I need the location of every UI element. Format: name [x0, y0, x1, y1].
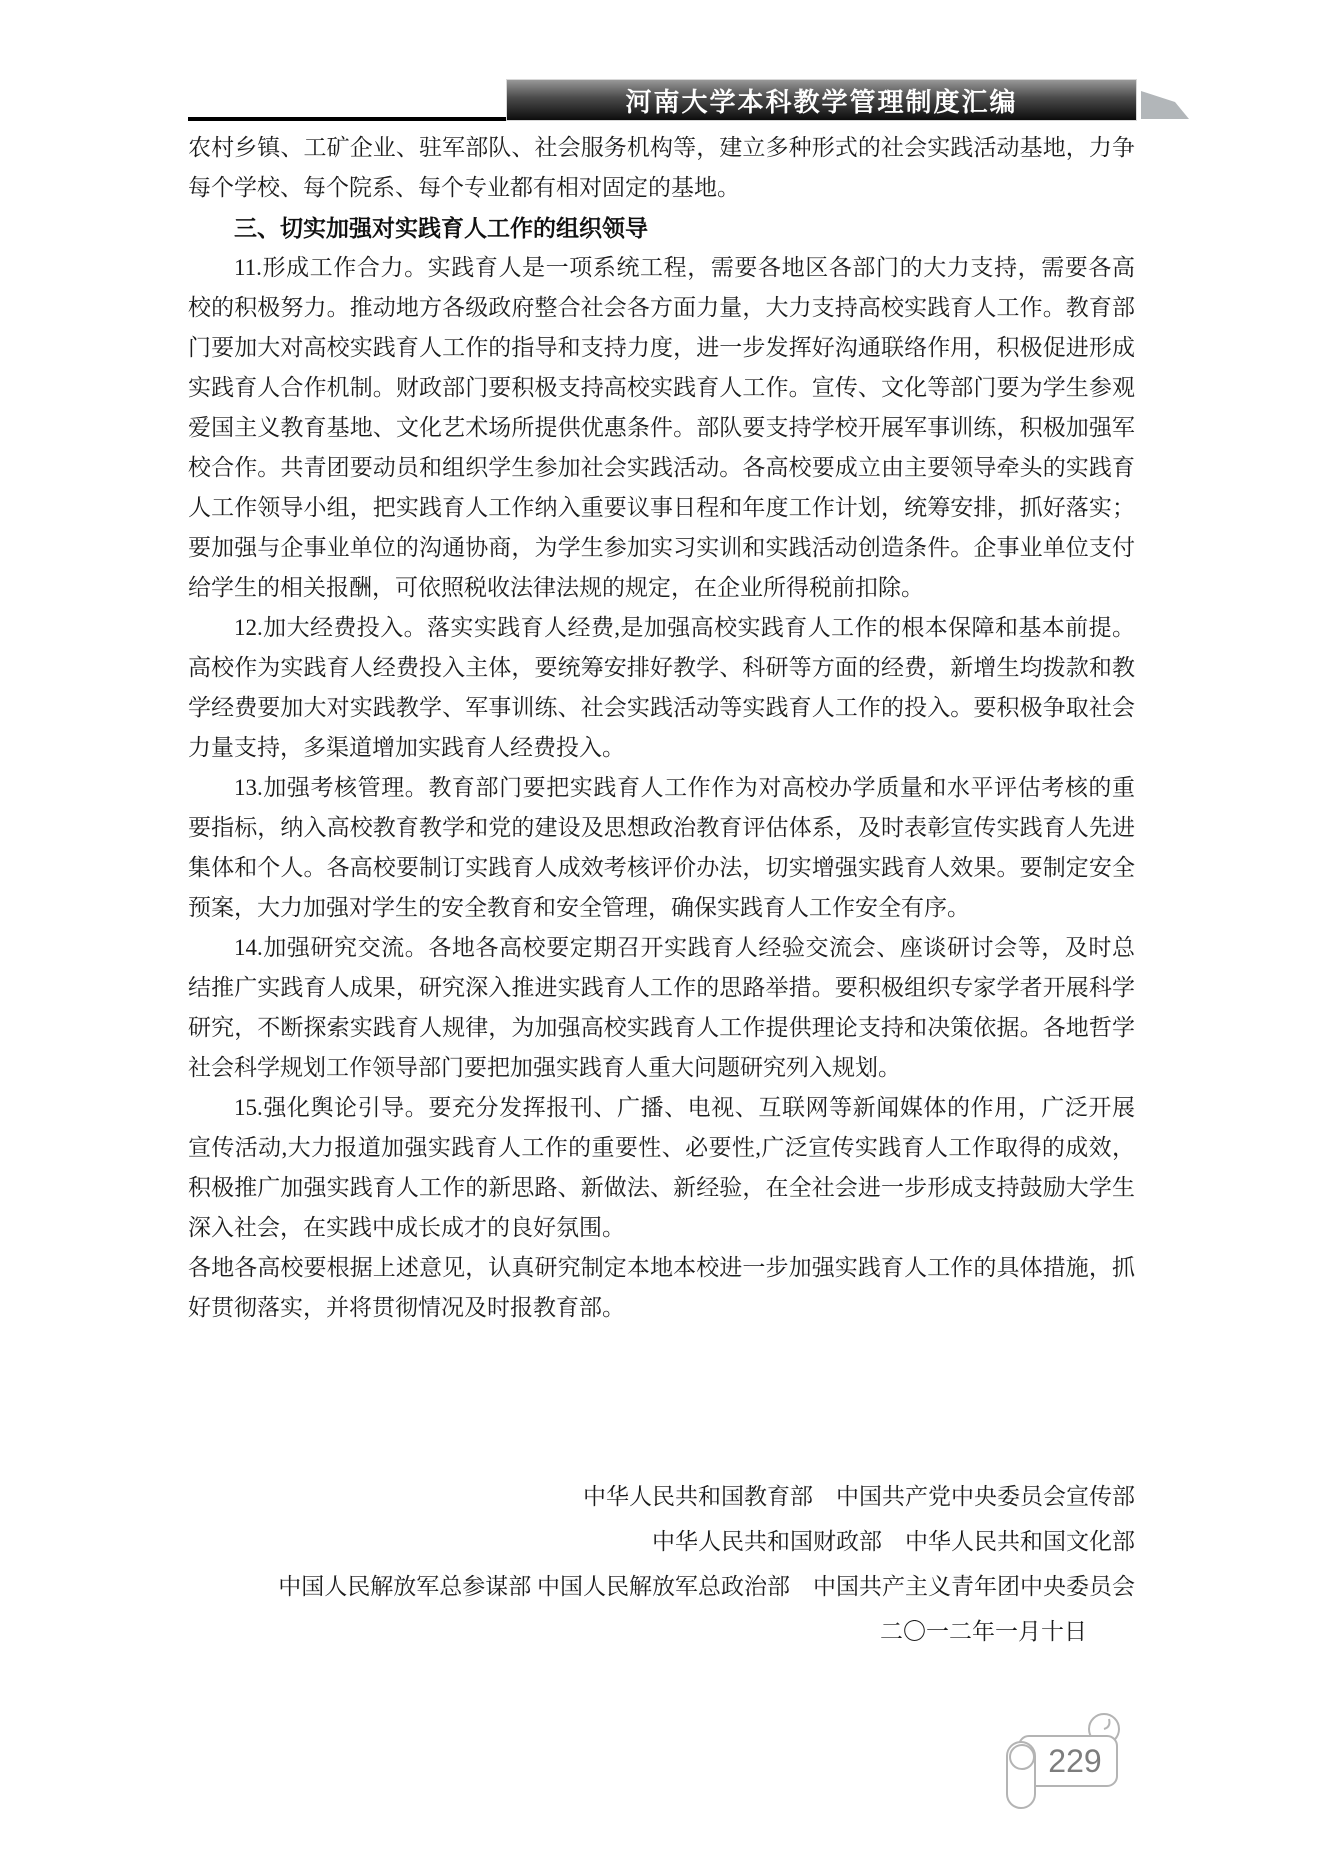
banner-arrow-icon — [1139, 89, 1191, 121]
scroll-icon — [1005, 1710, 1131, 1812]
paragraph-item-15: 15.强化舆论引导。要充分发挥报刊、广播、电视、互联网等新闻媒体的作用，广泛开展宣传活动,大力报道加强实践育人工作的重要性、必要性,广泛宣传实践育人工作取得的成效，积极推广加强实践育人工作的新思路、新做法、新经验，在全社会进一步形成支持鼓励大学生深入社会，在实践中成长成才的良好氛围。 — [188, 1095, 1135, 1240]
header-rule — [188, 117, 507, 121]
document-body — [188, 128, 1135, 1654]
paragraph-item-14: 14.加强研究交流。各地各高校要定期召开实践育人经验交流会、座谈研讨会等，及时总结推广实践育人成果，研究深入推进实践育人工作的思路举措。要积极组织专家学者开展科学研究，不断探索实践育人规律，为加强高校实践育人工作提供理论支持和决策依据。各地哲学社会科学规划工作领导部门要把加强实践育人重大问题研究列入规划。 — [188, 935, 1135, 1080]
page-number: 229 — [1048, 1743, 1102, 1779]
signature-block — [188, 1474, 1135, 1654]
paragraph-item-12: 12.加大经费投入。落实实践育人经费,是加强高校实践育人工作的根本保障和基本前提。高校作为实践育人经费投入主体，要统筹安排好教学、科研等方面的经费，新增生均拨款和教学经费要加大对实践教学、军事训练、社会实践活动等实践育人工作的投入。要积极争取社会力量支持，多渠道增加实践育人经费投入。 — [188, 615, 1135, 760]
signature-line-1: 中华人民共和国教育部 中国共产党中央委员会宣传部 — [583, 1484, 1135, 1509]
paragraph-continuation: 农村乡镇、工矿企业、驻军部队、社会服务机构等，建立多种形式的社会实践活动基地，力争每个学校、每个院系、每个专业都有相对固定的基地。 — [188, 135, 1135, 200]
paragraph-closing: 各地各高校要根据上述意见，认真研究制定本地本校进一步加强实践育人工作的具体措施，抓好贯彻落实，并将贯彻情况及时报教育部。 — [188, 1255, 1135, 1320]
signature-line-3: 中国人民解放军总参谋部 中国人民解放军总政治部 中国共产主义青年团中央委员会 — [278, 1574, 1135, 1599]
signature-date: 二〇一二年一月十日 — [880, 1619, 1087, 1644]
banner-title: 河南大学本科教学管理制度汇编 — [625, 87, 1018, 117]
section-heading: 三、切实加强对实践育人工作的组织领导 — [234, 215, 648, 241]
page-number-scroll — [1005, 1710, 1131, 1812]
signature-line-2: 中华人民共和国财政部 中华人民共和国文化部 — [652, 1529, 1135, 1554]
header-banner — [506, 79, 1137, 121]
paragraph-item-11: 11.形成工作合力。实践育人是一项系统工程，需要各地区各部门的大力支持，需要各高校的积极努力。推动地方各级政府整合社会各方面力量，大力支持高校实践育人工作。教育部门要加大对高校实践育人工作的指导和支持力度，进一步发挥好沟通联络作用，积极促进形成实践育人合作机制。财政部门要积极支持高校实践育人工作。宣传、文化等部门要为学生参观爱国主义教育基地、文化艺术场所提供优惠条件。部队要支持学校开展军事训练，积极加强军校合作。共青团要动员和组织学生参加社会实践活动。各高校要成立由主要领导牵头的实践育人工作领导小组，把实践育人工作纳入重要议事日程和年度工作计划，统筹安排，抓好落实；要加强与企事业单位的沟通协商，为学生参加实习实训和实践活动创造条件。企事业单位支付给学生的相关报酬，可依照税收法律法规的规定，在企业所得税前扣除。 — [188, 255, 1135, 600]
paragraph-item-13: 13.加强考核管理。教育部门要把实践育人工作作为对高校办学质量和水平评估考核的重要指标，纳入高校教育教学和党的建设及思想政治教育评估体系，及时表彰宣传实践育人先进集体和个人。各高校要制订实践育人成效考核评价办法，切实增强实践育人效果。要制定安全预案，大力加强对学生的安全教育和安全管理，确保实践育人工作安全有序。 — [188, 775, 1135, 920]
